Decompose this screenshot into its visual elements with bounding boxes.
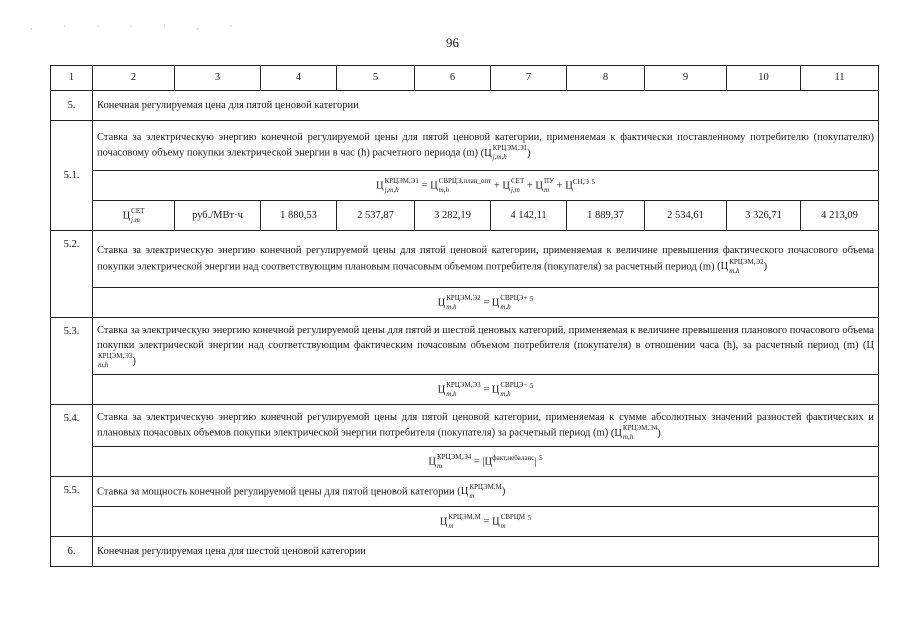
page-number: 96 <box>446 35 459 50</box>
column-header: 11 <box>801 66 879 91</box>
value-cell: 4 142,11 <box>491 201 567 231</box>
value-cell: 2 534,61 <box>645 201 727 231</box>
formula-row <box>51 375 879 405</box>
section-row <box>51 121 879 171</box>
column-header: 8 <box>567 66 645 91</box>
value-cell: 4 213,09 <box>801 201 879 231</box>
section-description <box>93 405 879 447</box>
footnote-mark: 5 <box>539 453 543 462</box>
value-cell: 3 282,19 <box>415 201 491 231</box>
row-label: Ц СЕТ j,m <box>93 201 175 231</box>
footnote-mark: 5 <box>591 177 596 186</box>
section-number: 5.3. <box>51 318 93 405</box>
section-title: Конечная регулируемая цена для пятой ценовой категории <box>93 91 879 121</box>
symbol: (Ц КРЦЭМ,Э2 m,h ) <box>717 257 768 275</box>
value-cell: 1 889,37 <box>567 201 645 231</box>
symbol: (Ц КРЦЭМ,М m ) <box>457 482 506 500</box>
value-cell: 3 326,71 <box>727 201 801 231</box>
footnote-mark: 5 <box>527 513 532 522</box>
footnote-mark: 5 <box>529 381 534 390</box>
description-text: Ставка за электрическую энергию конечной регулируемой цены для пятой и шестой ценовых категорий, применяемая к величине превышения планового почасового объема покупки электрической энергии над соответствующим фактическим почасовым объемом потребителя (покупателя) в отношении часа (h), за расчетный период (m) <box>97 324 874 351</box>
section-row <box>51 318 879 375</box>
column-header: 4 <box>261 66 337 91</box>
column-header: 7 <box>491 66 567 91</box>
section-row <box>51 231 879 288</box>
column-header: 9 <box>645 66 727 91</box>
description-text: Ставка за электрическую энергию конечной регулируемой цены для пятой ценовой категории, применяемая к сумме абсолютных значений разностей фактических и плановых почасовых объемов покупки электрической энергии потребителя (покупателя) за расчетный период (m) <box>97 411 874 439</box>
section-number: 5.4. <box>51 405 93 477</box>
section-description <box>93 121 879 171</box>
column-header: 2 <box>93 66 175 91</box>
unit: руб./МВт·ч <box>175 201 261 231</box>
value-cell: 2 537,87 <box>337 201 415 231</box>
section-row <box>51 91 879 121</box>
formula-row <box>51 288 879 318</box>
formula: Ц КРЦЭМ,Э1 j,m,h = Ц СВРЦЭ,план_опт m,h + Ц СЕТ j,m + Ц ПУ m + $Ц^{СН,Э}$ $^5$ <box>93 171 879 201</box>
tariff-table <box>50 65 879 567</box>
formula-row <box>51 507 879 537</box>
value-cell: 1 880,53 <box>261 201 337 231</box>
section-number: 5.2. <box>51 231 93 318</box>
section-row <box>51 477 879 507</box>
values-row <box>51 201 879 231</box>
section-description <box>93 231 879 288</box>
formula: Ц КРЦЭМ,Э3 m,h = Ц СВРЦЭ− m,h $^5$ <box>93 375 879 405</box>
formula-row <box>51 171 879 201</box>
scan-artifacts: · ˙ ˙ ˙ ˙ · ˙ <box>30 24 247 34</box>
formula: Ц КРЦЭМ,Э4 m = $|Ц^{факт,небаланс}|$ $^5$ <box>93 447 879 477</box>
column-header: 5 <box>337 66 415 91</box>
description-text: Ставка за мощность конечной регулируемой цены для пятой ценовой категории <box>97 485 455 497</box>
section-description <box>93 477 879 507</box>
symbol: (Ц КРЦЭМ,Э3 m,h ) <box>98 340 874 370</box>
footnote-mark: 5 <box>529 294 534 303</box>
symbol: (Ц КРЦЭМ,Э4 m,h ) <box>610 424 661 442</box>
column-header: 6 <box>415 66 491 91</box>
formula-row <box>51 447 879 477</box>
section-number: 6. <box>51 537 93 567</box>
formula: Ц КРЦЭМ,М m = Ц СВРЦМ m $^5$ <box>93 507 879 537</box>
section-number: 5. <box>51 91 93 121</box>
header-row <box>51 66 879 91</box>
section-row <box>51 537 879 567</box>
column-header: 3 <box>175 66 261 91</box>
section-number: 5.1. <box>51 121 93 231</box>
column-header: 10 <box>727 66 801 91</box>
symbol: (Ц КРЦЭМ,Э1 j,m,h ) <box>480 144 531 162</box>
formula: Ц КРЦЭМ,Э2 m,h = Ц СВРЦЭ+ m,h $^5$ <box>93 288 879 318</box>
column-header: 1 <box>51 66 93 91</box>
section-title: Конечная регулируемая цена для шестой ценовой категории <box>93 537 879 567</box>
description-text: Ставка за электрическую энергию конечной регулируемой цены для пятой ценовой категории, применяемая к фактически поставленному потребителю (покупателю) почасовому объему покупки электрической энергии в час (h) расчетного периода (m) <box>97 131 874 159</box>
description-text: Ставка за электрическую энергию конечной регулируемой цены для пятой ценовой категории, применяемая к величине превышения фактического почасового объема покупки электрической энергии над соответствующим плановым почасовым объемом потребителя (покупателя) за расчетный период (m) <box>97 245 874 273</box>
section-number: 5.5. <box>51 477 93 537</box>
section-description <box>93 318 879 375</box>
section-row <box>51 405 879 447</box>
